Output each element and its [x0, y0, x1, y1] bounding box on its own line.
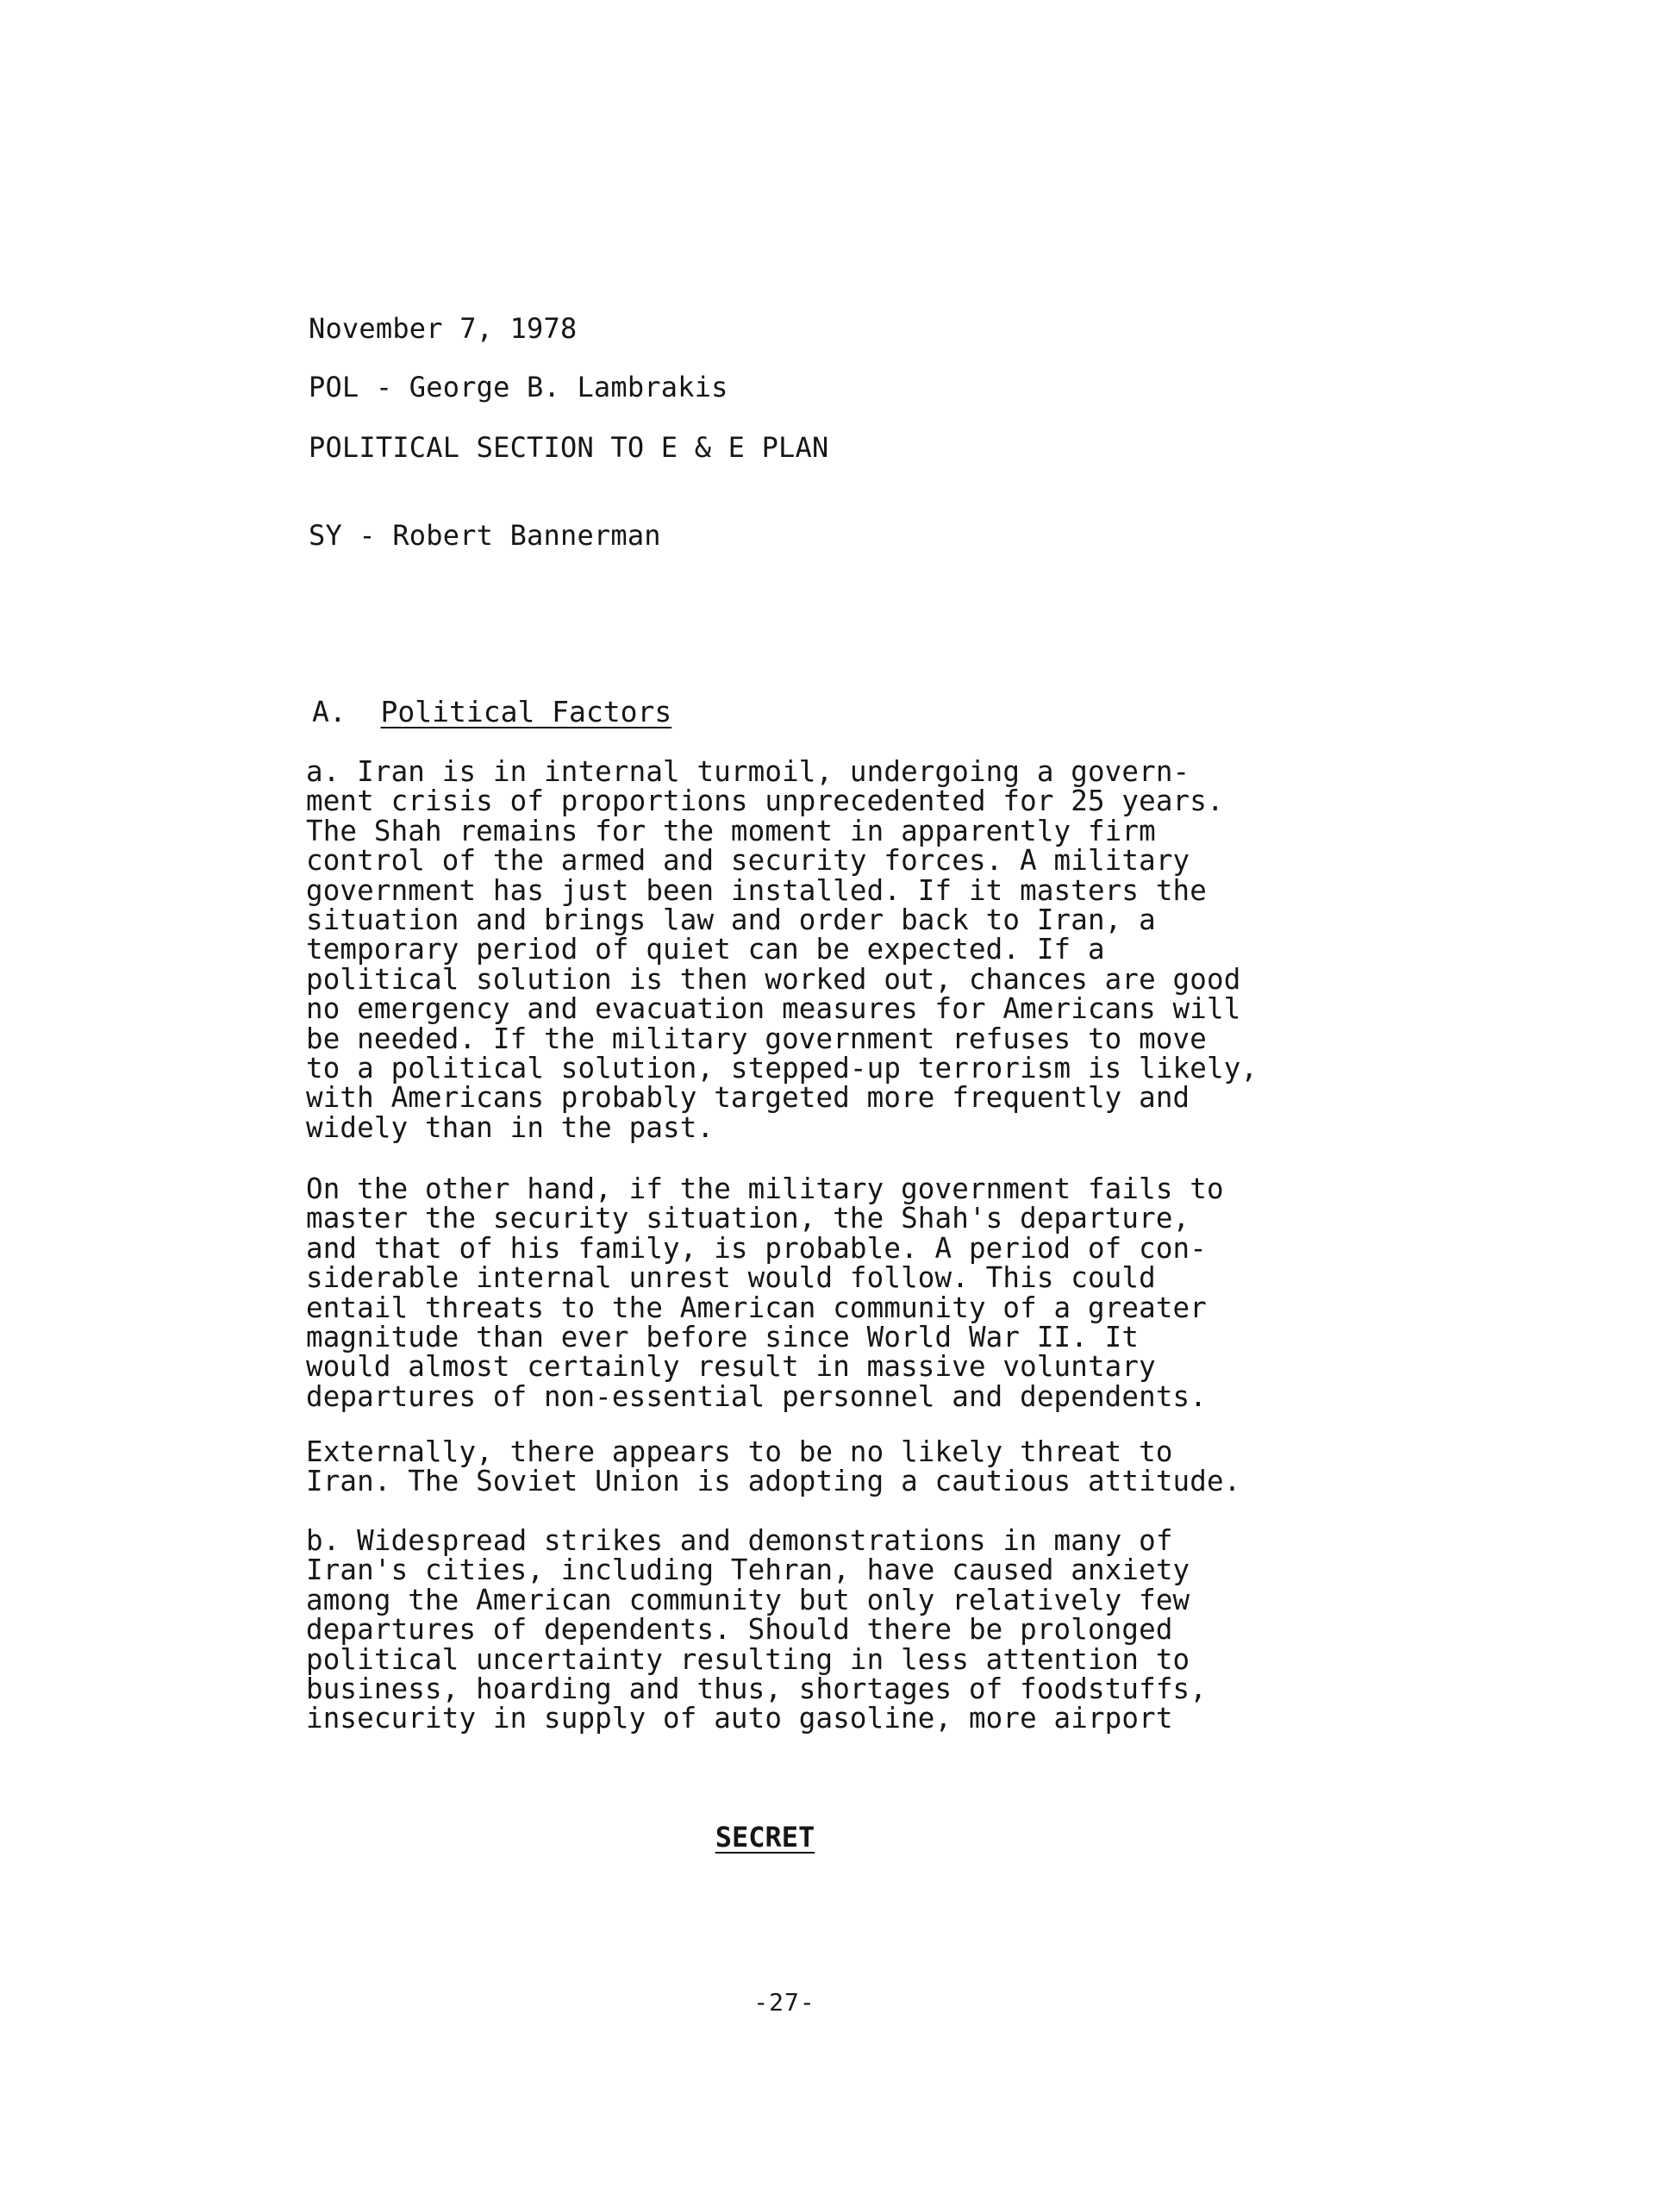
paragraph-a: a. Iran is in internal turmoil, undergoing a govern- ment crisis of proportions unprecedented for 25 years. The Shah remains for the moment in apparently firm control of the armed and security forces. A military government has just been installed. If it masters the situation and brings law and order back to Iran, a temporary period of quiet can be expected. If a political solution is then worked out, chances are good no emergency and evacuation measures for Americans will be needed. If the military government refuses to move to a political solution, stepped-up terrorism is likely, with Americans probably targeted more frequently and widely than in the past. [306, 755, 1258, 1144]
classification-marking: SECRET [715, 1821, 815, 1854]
memo-from: POL - George B. Lambrakis [309, 371, 728, 403]
paragraph-b: b. Widespread strikes and demonstrations in many of Iran's cities, including Tehran, have caused anxiety among the American community but only relatively few departures of dependents. Should there be prolonged political uncertainty resulting in less attention to business, hoarding and thus, shortages of foodstuffs, insecurity in supply of auto gasoline, more airport [306, 1524, 1207, 1735]
section-letter: A. [312, 695, 347, 728]
paragraph-externally: Externally, there appears to be no likely threat to Iran. The Soviet Union is adopting a cautious attitude. [306, 1435, 1241, 1498]
memo-to: SY - Robert Bannerman [309, 519, 661, 552]
memo-subject: POLITICAL SECTION TO E & E PLAN [309, 431, 829, 464]
memo-date: November 7, 1978 [309, 312, 578, 345]
page-number: -27- [753, 1988, 815, 2016]
section-heading [312, 697, 671, 728]
paragraph-other-hand: On the other hand, if the military government fails to master the security situation, the Shah's departure, and that of his family, is probable. A period of con- siderable internal unrest would follow. This could entail threats to the American community of a greater magnitude than ever before since World War II. It would almost certainly result in massive voluntary departures of non-essential personnel and dependents. [306, 1172, 1224, 1413]
section-title: Political Factors [380, 695, 672, 728]
